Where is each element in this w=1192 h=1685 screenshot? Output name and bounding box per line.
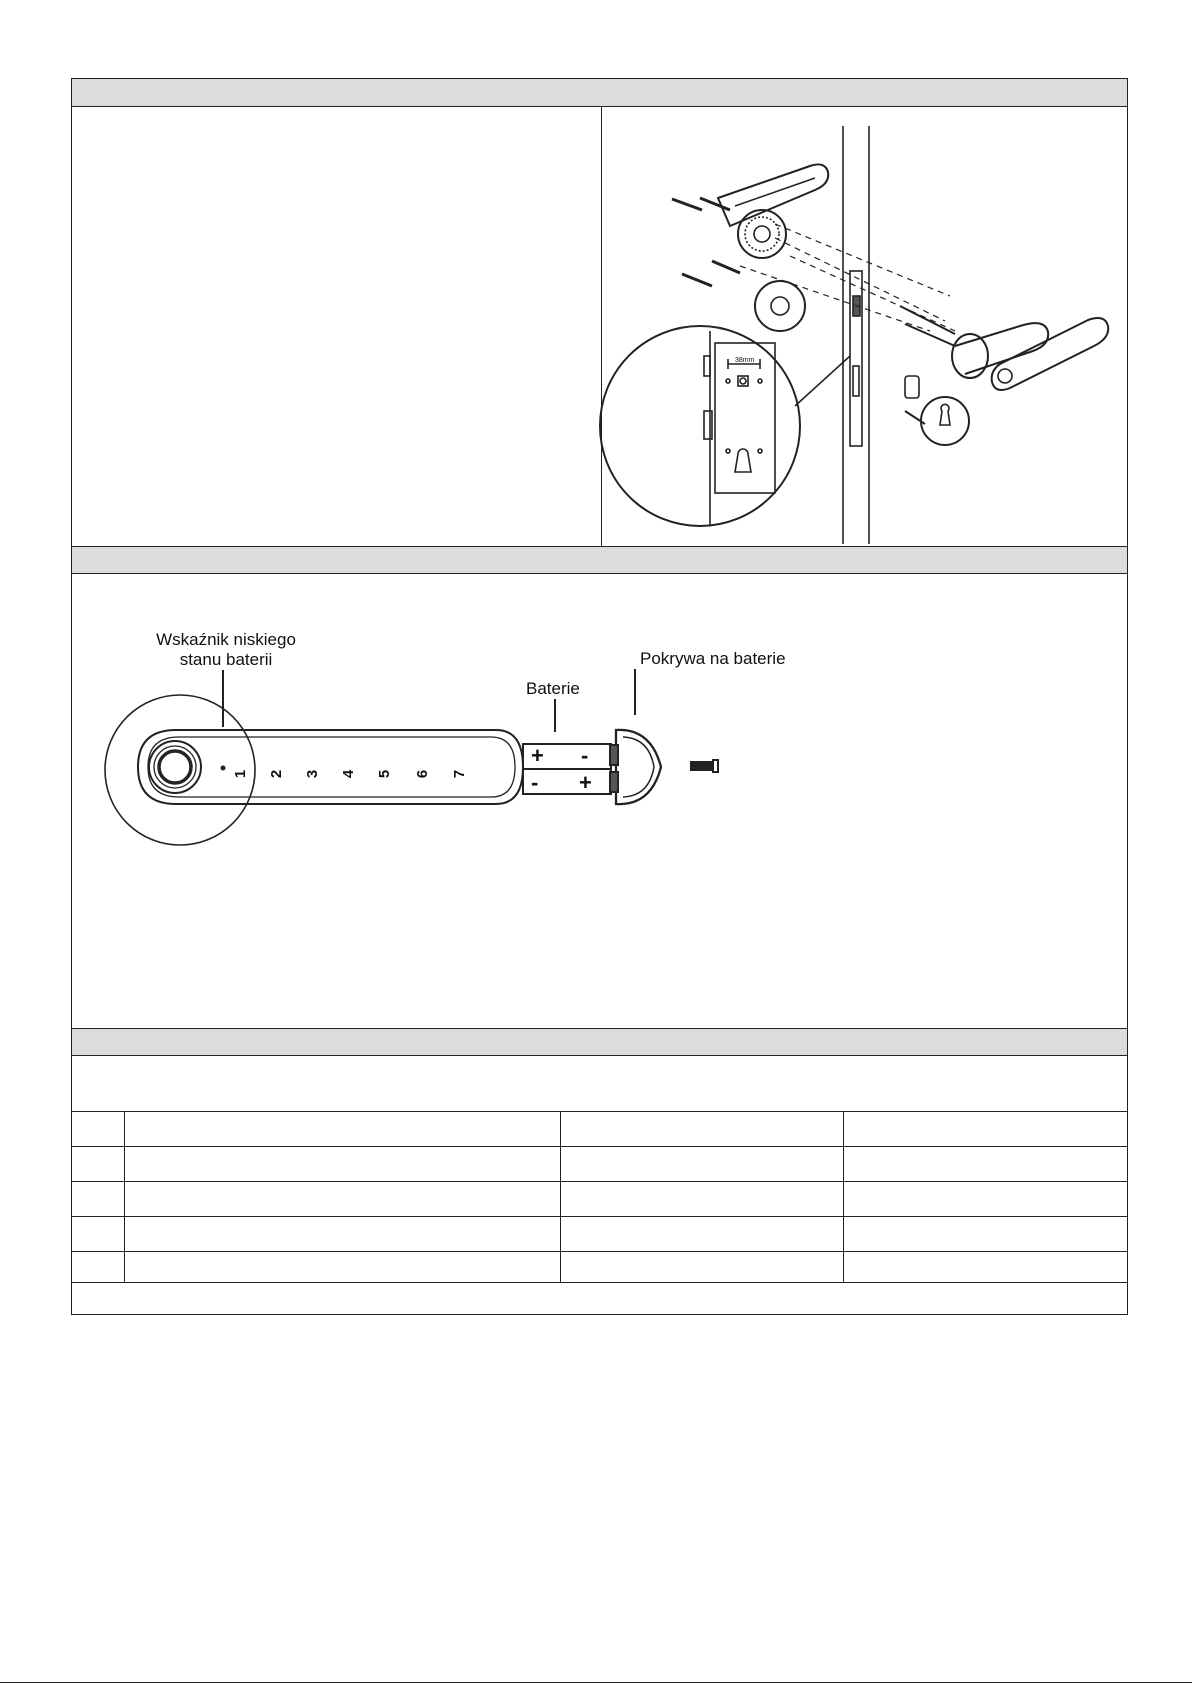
table-row-line [72, 1111, 1127, 1112]
keypad-digit: 4 [340, 769, 357, 779]
polarity-plus: + [531, 743, 544, 768]
dimension-label: 38mm [735, 357, 755, 364]
section-header-table [72, 1028, 1127, 1056]
polarity-minus: - [531, 770, 539, 795]
keypad-digit: 6 [414, 769, 431, 779]
table-row-line [72, 1146, 1127, 1147]
section-header-battery [72, 546, 1127, 574]
keypad-digit: 1 [232, 769, 249, 779]
low-battery-label-line2: stanu baterii [179, 650, 273, 669]
keypad-digit: 7 [451, 769, 468, 779]
battery-cover-label: Pokrywa na baterie [640, 649, 786, 668]
keypad-digits [232, 769, 468, 778]
page-bottom-rule [0, 1682, 1192, 1683]
low-battery-label-line1: Wskaźnik niskiego [156, 630, 296, 649]
table-row-line [72, 1181, 1127, 1182]
table-row-line [72, 1216, 1127, 1217]
keypad-digit: 2 [268, 769, 285, 779]
section-header-installation [72, 79, 1127, 107]
battery-diagram [71, 600, 811, 880]
keypad-digit: 5 [376, 769, 393, 779]
batteries-label: Baterie [526, 679, 580, 698]
table-col-line [843, 1111, 844, 1282]
installation-illustration [600, 106, 1128, 546]
polarity-plus: + [579, 770, 592, 795]
table-col-line [560, 1111, 561, 1282]
low-battery-led [221, 766, 226, 771]
polarity-minus: - [581, 743, 589, 768]
keypad-digit: 3 [304, 769, 321, 779]
table-row-line [72, 1282, 1127, 1283]
table-row-line [72, 1251, 1127, 1252]
table-col-line [124, 1111, 125, 1282]
